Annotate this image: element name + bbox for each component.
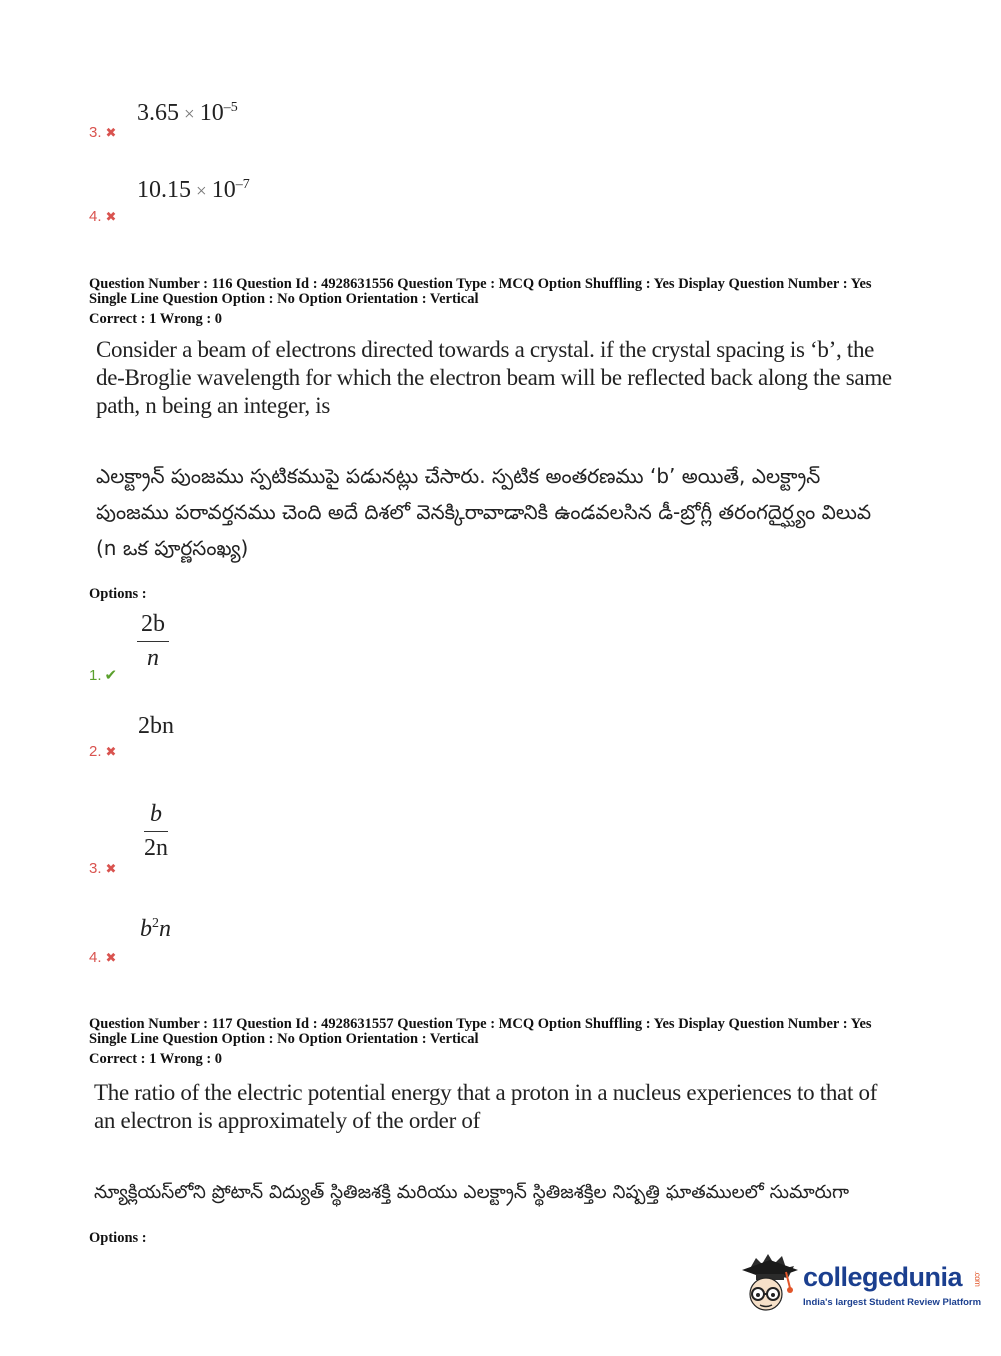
- q116-option-4-marker: 4. ✖: [89, 949, 117, 966]
- wrong-icon: ✖: [105, 209, 117, 224]
- q117-options-label: Options :: [89, 1230, 147, 1246]
- q116-stem-telugu: ఎలక్ట్రాన్ పుంజము స్పటికముపై పడునట్లు చేసారు. స్పటిక అంతరణము ‘b’ అయితే, ఎలక్ట్రాన్ పుంజము పరావర్తనము చెంది అదే దిశలో వెనక్కిరావాడానికి ఉండవలసిన డీ-బ్రోగ్లీ తరంగదైర్ఘ్యం విలువ (n ఒక పూర్ణసంఖ్య): [96, 464, 872, 560]
- q117-stem-telugu: న్యూక్లియస్‌లోని ప్రోటాన్ విద్యుత్ స్థితిజశక్తి మరియు ఎలక్ట్రాన్ స్థితిజశక్తిల నిష్పత్తి ఘాతములలో సుమారుగా: [94, 1182, 849, 1203]
- q116-option-3-value: [144, 801, 168, 862]
- q116-stem-english: Consider a beam of electrons directed towards a crystal. if the crystal spacing is ‘b’, the de-Broglie wavelength for which the electron beam will be reflected back along the same path, n being an integer, is: [96, 337, 892, 418]
- q117-meta: Question Number : 117 Question Id : 4928631557 Question Type : MCQ Option Shuffling : Yes Display Question Number : Yes Single Line Question Option : No Option Orientation : Vertical Correct : 1 Wrong : 0: [89, 1016, 872, 1067]
- q116-meta: Question Number : 116 Question Id : 4928631556 Question Type : MCQ Option Shuffling : Yes Display Question Number : Yes Single Line Question Option : No Option Orientation : Vertical Correct : 1 Wrong : 0: [89, 276, 872, 327]
- q116-option-4-value: $b^2n$: [140, 916, 171, 942]
- wrong-icon: ✖: [105, 861, 117, 876]
- collegedunia-mascot-logo: [742, 1250, 802, 1312]
- collegedunia-wordmark: collegedunia .com: [803, 1262, 983, 1292]
- mascot-icon: [742, 1250, 802, 1312]
- q116-option-3-marker: 3. ✖: [89, 860, 117, 877]
- wrong-icon: ✖: [105, 744, 117, 759]
- q116-option-1-value: [137, 611, 169, 672]
- q116-option-2-marker: 2. ✖: [89, 743, 117, 760]
- q116-option-2-value: 2bn: [138, 713, 174, 739]
- check-icon: ✔: [104, 667, 118, 684]
- prev-option-4-value: $10.15 \times 10^{-7}$: [137, 177, 250, 203]
- q116-option-1-marker: 1. ✔: [89, 667, 118, 684]
- prev-option-3-marker: 3. ✖: [89, 124, 117, 141]
- prev-option-3-value: $3.65 \times 10^{-5}$: [137, 100, 238, 126]
- q116-options-label: Options :: [89, 586, 147, 602]
- q117-stem-english: The ratio of the electric potential energy that a proton in a nucleus experiences to that of an electron is approximately of the order of: [94, 1080, 878, 1133]
- wrong-icon: ✖: [105, 950, 117, 965]
- fraction: $\frac{b}{2n}$: [144, 801, 168, 861]
- collegedunia-tagline: India's largest Student Review Platform: [803, 1297, 982, 1308]
- prev-option-4-marker: 4. ✖: [89, 208, 117, 225]
- wrong-icon: ✖: [105, 125, 117, 140]
- fraction: $\frac{2b}{n}$: [137, 611, 169, 672]
